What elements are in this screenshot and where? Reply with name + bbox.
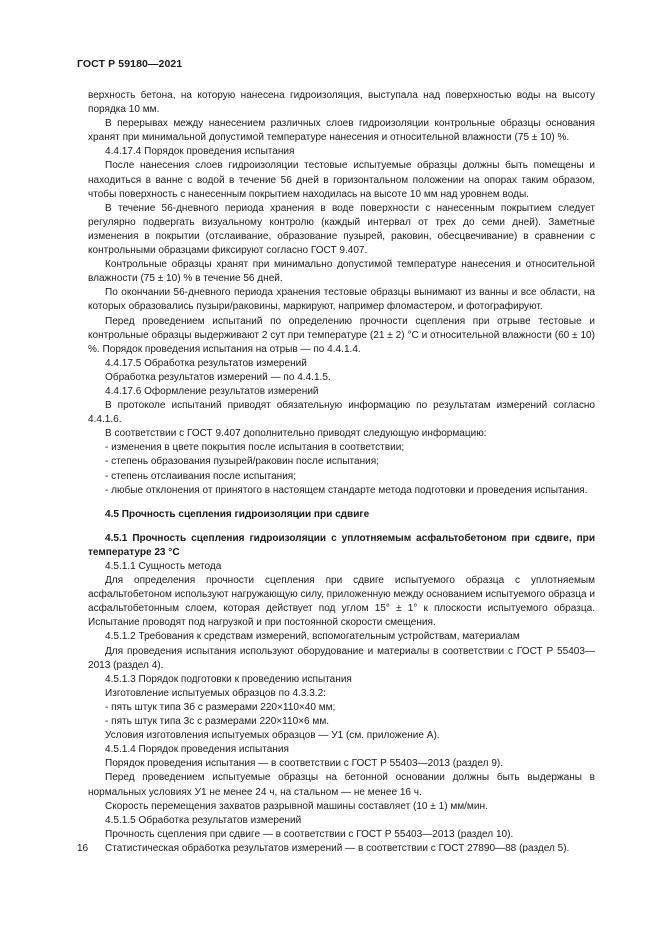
paragraph: Условия изготовления испытуемых образцов — У1 (см. приложение А). xyxy=(105,730,440,742)
section-heading: 4.5 Прочность сцепления гидроизоляции при сдвиге xyxy=(105,508,370,520)
paragraph: Порядок проведения испытания — в соответствии с ГОСТ Р 55403—2013 (раздел 9). xyxy=(105,758,504,770)
paragraph: В протоколе испытаний приводят обязательную информацию по результатам измерений согласно 4.4.1.6. xyxy=(88,400,595,426)
paragraph: По окончании 56-дневного периода хранения тестовые образцы вынимают из ванны и все области, на которых образовались пузыри/раковины, маркируют, например фломастером, и фотографируют. xyxy=(88,287,595,313)
subsection-heading: 4.5.1.3 Порядок подготовки к проведению испытания xyxy=(105,673,352,685)
list-item: - любые отклонения от принятого в настоящем стандарте метода подготовки и проведения испытания. xyxy=(105,484,588,496)
list-item: - степень отслаивания после испытания; xyxy=(105,470,297,482)
paragraph: Для проведения испытания используют оборудование и материалы в соответствии с ГОСТ Р 55403—2013 (раздел 4). xyxy=(88,645,595,671)
subsection-heading: 4.4.17.4 Порядок проведения испытания xyxy=(105,146,295,158)
paragraph: После нанесения слоев гидроизоляции тестовые испытуемые образцы должны быть помещены и находиться в ванне с водой в течение 56 дней в горизонтальном положении на опорах таким образом, чтобы поверхность с нанесенным покрытием находилась на высоте 10 мм над уровнем воды. xyxy=(88,160,595,200)
paragraph: верхность бетона, на которую нанесена гидроизоляция, выступала над поверхностью воды на высоту порядка 10 мм. xyxy=(88,90,595,116)
paragraph: Изготовление испытуемых образцов по 4.3.3.2: xyxy=(105,687,326,699)
paragraph: Контрольные образцы хранят при минимально допустимой температуре нанесения и относительной влажности (75 ± 10) % в течение 56 дней. xyxy=(88,259,595,285)
list-item: - пять штук типа 3с с размерами 220×110×6 мм. xyxy=(105,716,330,728)
subsection-heading: 4.5.1.1 Сущность метода xyxy=(105,561,222,572)
paragraph: В соответствии с ГОСТ 9.407 дополнительно приводят следующую информацию: xyxy=(105,428,487,440)
paragraph: В течение 56-дневного периода хранения в воде поверхности с нанесенным покрытием следует регулярно подвергать визуальному контролю (каждый интервал от трех до семи дней). Заметные изменения в покрытии (отслаивание, образование пузырей, раковин, обесцвечивание) в сравнении с контрольными образцами фиксируют согласно ГОСТ 9.407. xyxy=(88,202,595,257)
list-item: - степень образования пузырей/раковин после испытания; xyxy=(105,456,380,468)
spacer xyxy=(88,522,595,532)
subsection-heading: 4.4.17.6 Оформление результатов измерений xyxy=(105,385,319,397)
document-header: ГОСТ Р 59180—2021 xyxy=(77,58,183,70)
paragraph: Перед проведением испытуемые образцы на бетонной основании должны быть выдержаны в нормальных условиях У1 не менее 24 ч, на стальном — не менее 16 ч. xyxy=(88,772,595,798)
paragraph: Статистическая обработка результатов измерений — в соответствии с ГОСТ 27890—88 (раздел 5). xyxy=(105,842,570,854)
spacer xyxy=(88,498,595,508)
paragraph: Прочность сцепления при сдвиге — в соответствии с ГОСТ Р 55403—2013 (раздел 10). xyxy=(105,828,514,840)
page-body xyxy=(88,89,595,856)
list-item: - пять штук типа 3б с размерами 220×110×40 мм; xyxy=(105,701,336,713)
subsection-heading-bold: 4.5.1 Прочность сцепления гидроизоляции с уплотняемым асфальтобетоном при сдвиге, при температуре 23 °С xyxy=(88,532,595,558)
paragraph: Перед проведением испытаний по определению прочности сцепления при отрыве тестовые и контрольные образцы выдерживают 2 сут при температуре (21 ± 2) °С и относительной влажности (60 ± 10) %. Порядок проведения испытания на отрыв — по 4.4.1.4. xyxy=(88,315,595,355)
subsection-heading: 4.4.17.5 Обработка результатов измерений xyxy=(105,357,307,369)
paragraph: Обработка результатов измерений — по 4.4.1.5. xyxy=(105,371,331,383)
paragraph: В перерывах между нанесением различных слоев гидроизоляции контрольные образцы основания хранят при минимальной допустимой температуре нанесения и относительной влажности (75 ± 10) %. xyxy=(88,118,595,144)
subsection-heading: 4.5.1.4 Порядок проведения испытания xyxy=(105,744,289,756)
page-number: 16 xyxy=(77,843,89,854)
paragraph: Скорость перемещения захватов разрывной машины составляет (10 ± 1) мм/мин. xyxy=(105,800,488,812)
list-item: - изменения в цвете покрытия после испытания в соответствии; xyxy=(105,442,405,454)
subsection-heading: 4.5.1.2 Требования к средствам измерений, вспомогательным устройствам, материалам xyxy=(105,631,520,643)
subsection-heading: 4.5.1.5 Обработка результатов измерений xyxy=(105,814,302,826)
paragraph: Для определения прочности сцепления при сдвиге испытуемого образца с уплотняемым асфальтобетоном используют нагружающую силу, приложенную между основанием испытуемого образца и асфальтобетонным слоем, которая действует под углом 15° ± 1° к плоскости испытуемого образца. Испытание проводят под нагрузкой и при постоянной скорости смещения. xyxy=(88,575,595,629)
